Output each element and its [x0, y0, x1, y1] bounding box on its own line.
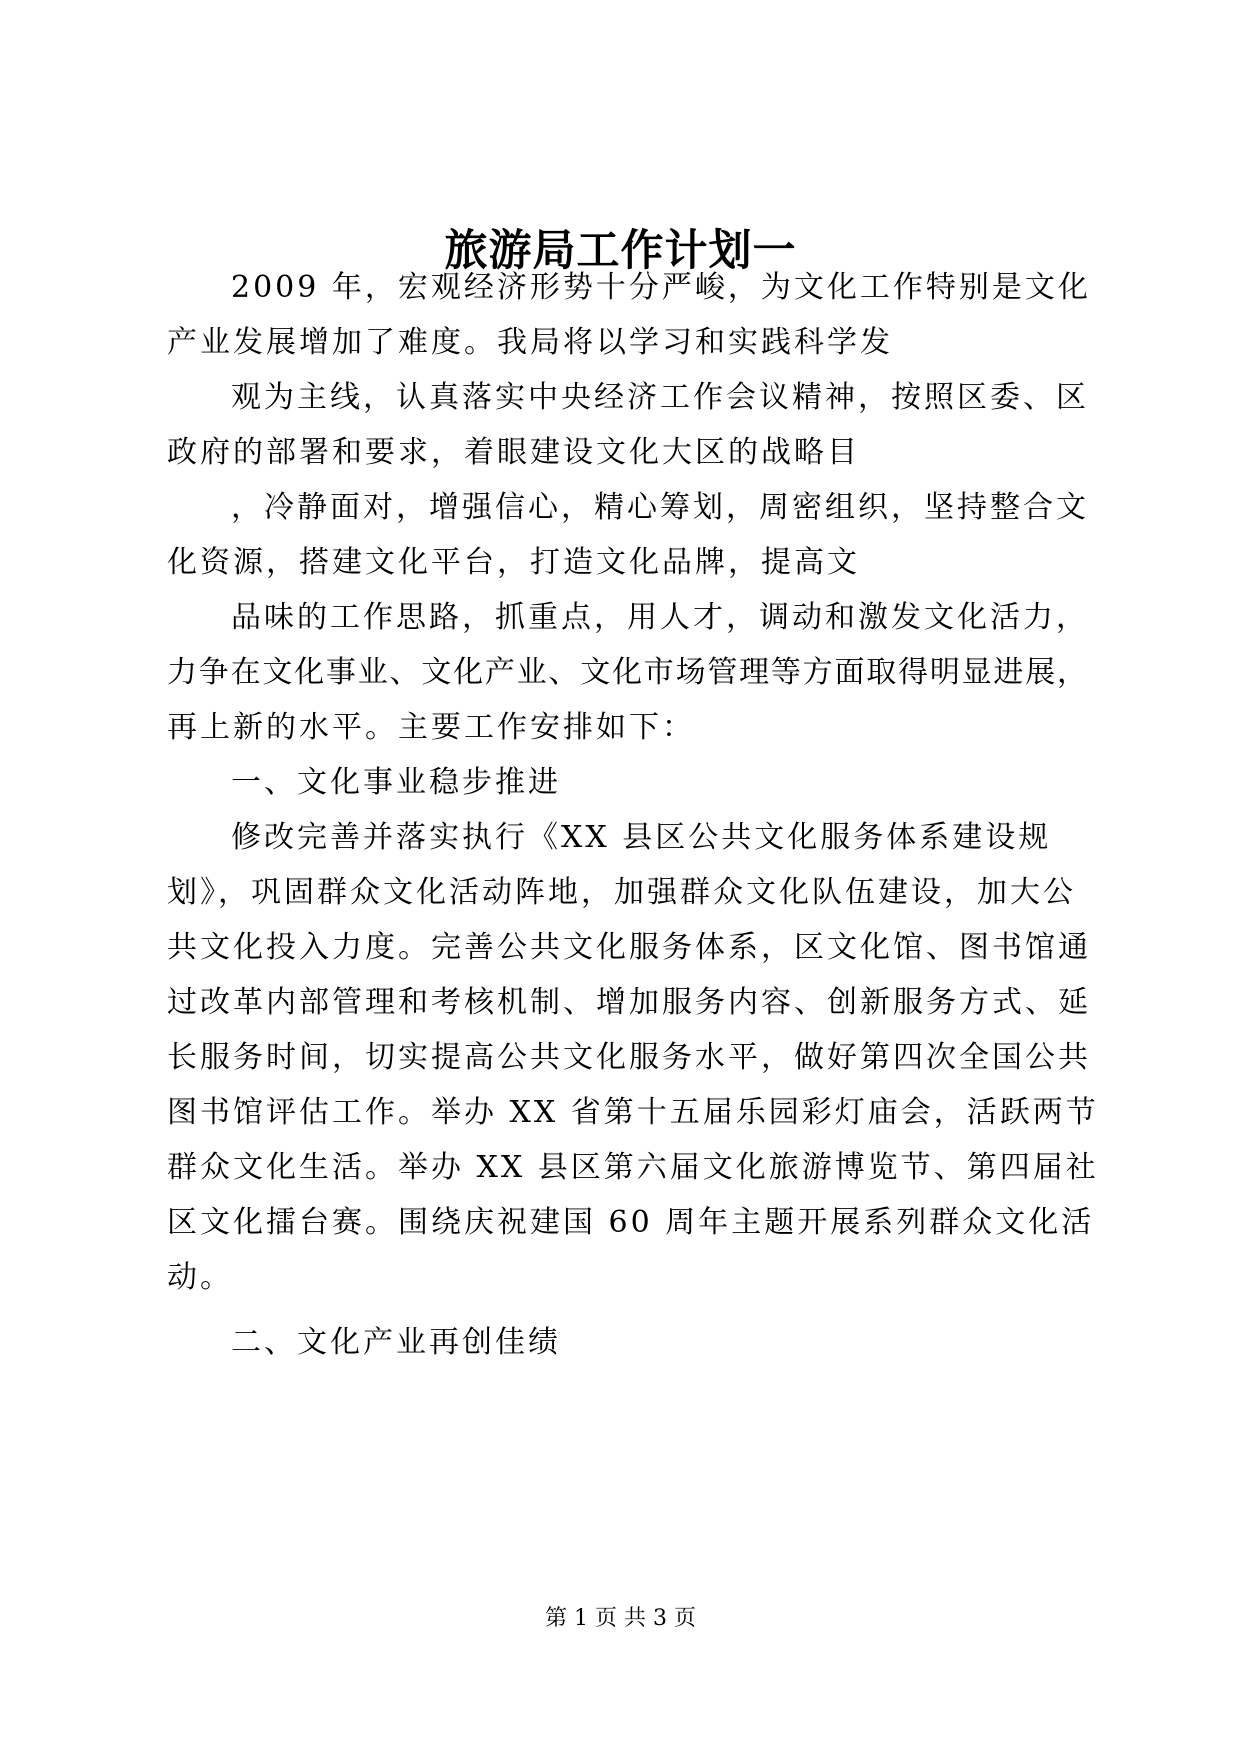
paragraph-line: 长服务时间，切实提高公共文化服务水平，做好第四次全国公共 — [167, 1040, 1091, 1075]
paragraph-line: 动。 — [167, 1260, 233, 1295]
paragraph-line: 群众文化生活。举办 XX 县区第六届文化旅游博览节、第四届社 — [167, 1150, 1099, 1185]
page-number-footer: 第 1 页 共 3 页 — [545, 1606, 696, 1631]
paragraph-line: 政府的部署和要求，着眼建设文化大区的战略目 — [167, 435, 860, 470]
section-heading: 一、文化事业稳步推进 — [231, 765, 561, 800]
document-title: 旅游局工作计划一 — [444, 226, 797, 276]
paragraph-line: 2009 年，宏观经济形势十分严峻，为文化工作特别是文化 — [231, 270, 1091, 305]
paragraph-line: 区文化擂台赛。围绕庆祝建国 60 周年主题开展系列群众文化活 — [167, 1205, 1095, 1240]
paragraph-line: 过改革内部管理和考核机制、增加服务内容、创新服务方式、延 — [167, 985, 1091, 1020]
section-heading: 二、文化产业再创佳绩 — [231, 1325, 561, 1360]
paragraph-line: 划》，巩固群众文化活动阵地，加强群众文化队伍建设，加大公 — [167, 875, 1076, 910]
paragraph-line: 观为主线，认真落实中央经济工作会议精神，按照区委、区 — [231, 380, 1089, 415]
paragraph-line: 修改完善并落实执行《XX 县区公共文化服务体系建设规 — [231, 820, 1052, 855]
paragraph-line: 图书馆评估工作。举办 XX 省第十五届乐园彩灯庙会，活跃两节 — [167, 1095, 1099, 1130]
paragraph-line: 力争在文化事业、文化产业、文化市场管理等方面取得明显进展， — [167, 655, 1087, 690]
paragraph-line: 产业发展增加了难度。我局将以学习和实践科学发 — [167, 325, 893, 360]
paragraph-line: 品味的工作思路，抓重点，用人才，调动和激发文化活力， — [231, 600, 1089, 635]
paragraph-line: 再上新的水平。主要工作安排如下： — [167, 710, 695, 745]
paragraph-line: ，冷静面对，增强信心，精心筹划，周密组织，坚持整合文 — [231, 490, 1089, 525]
paragraph-line: 化资源，搭建文化平台，打造文化品牌，提高文 — [167, 545, 860, 580]
paragraph-line: 共文化投入力度。完善公共文化服务体系，区文化馆、图书馆通 — [167, 930, 1091, 965]
